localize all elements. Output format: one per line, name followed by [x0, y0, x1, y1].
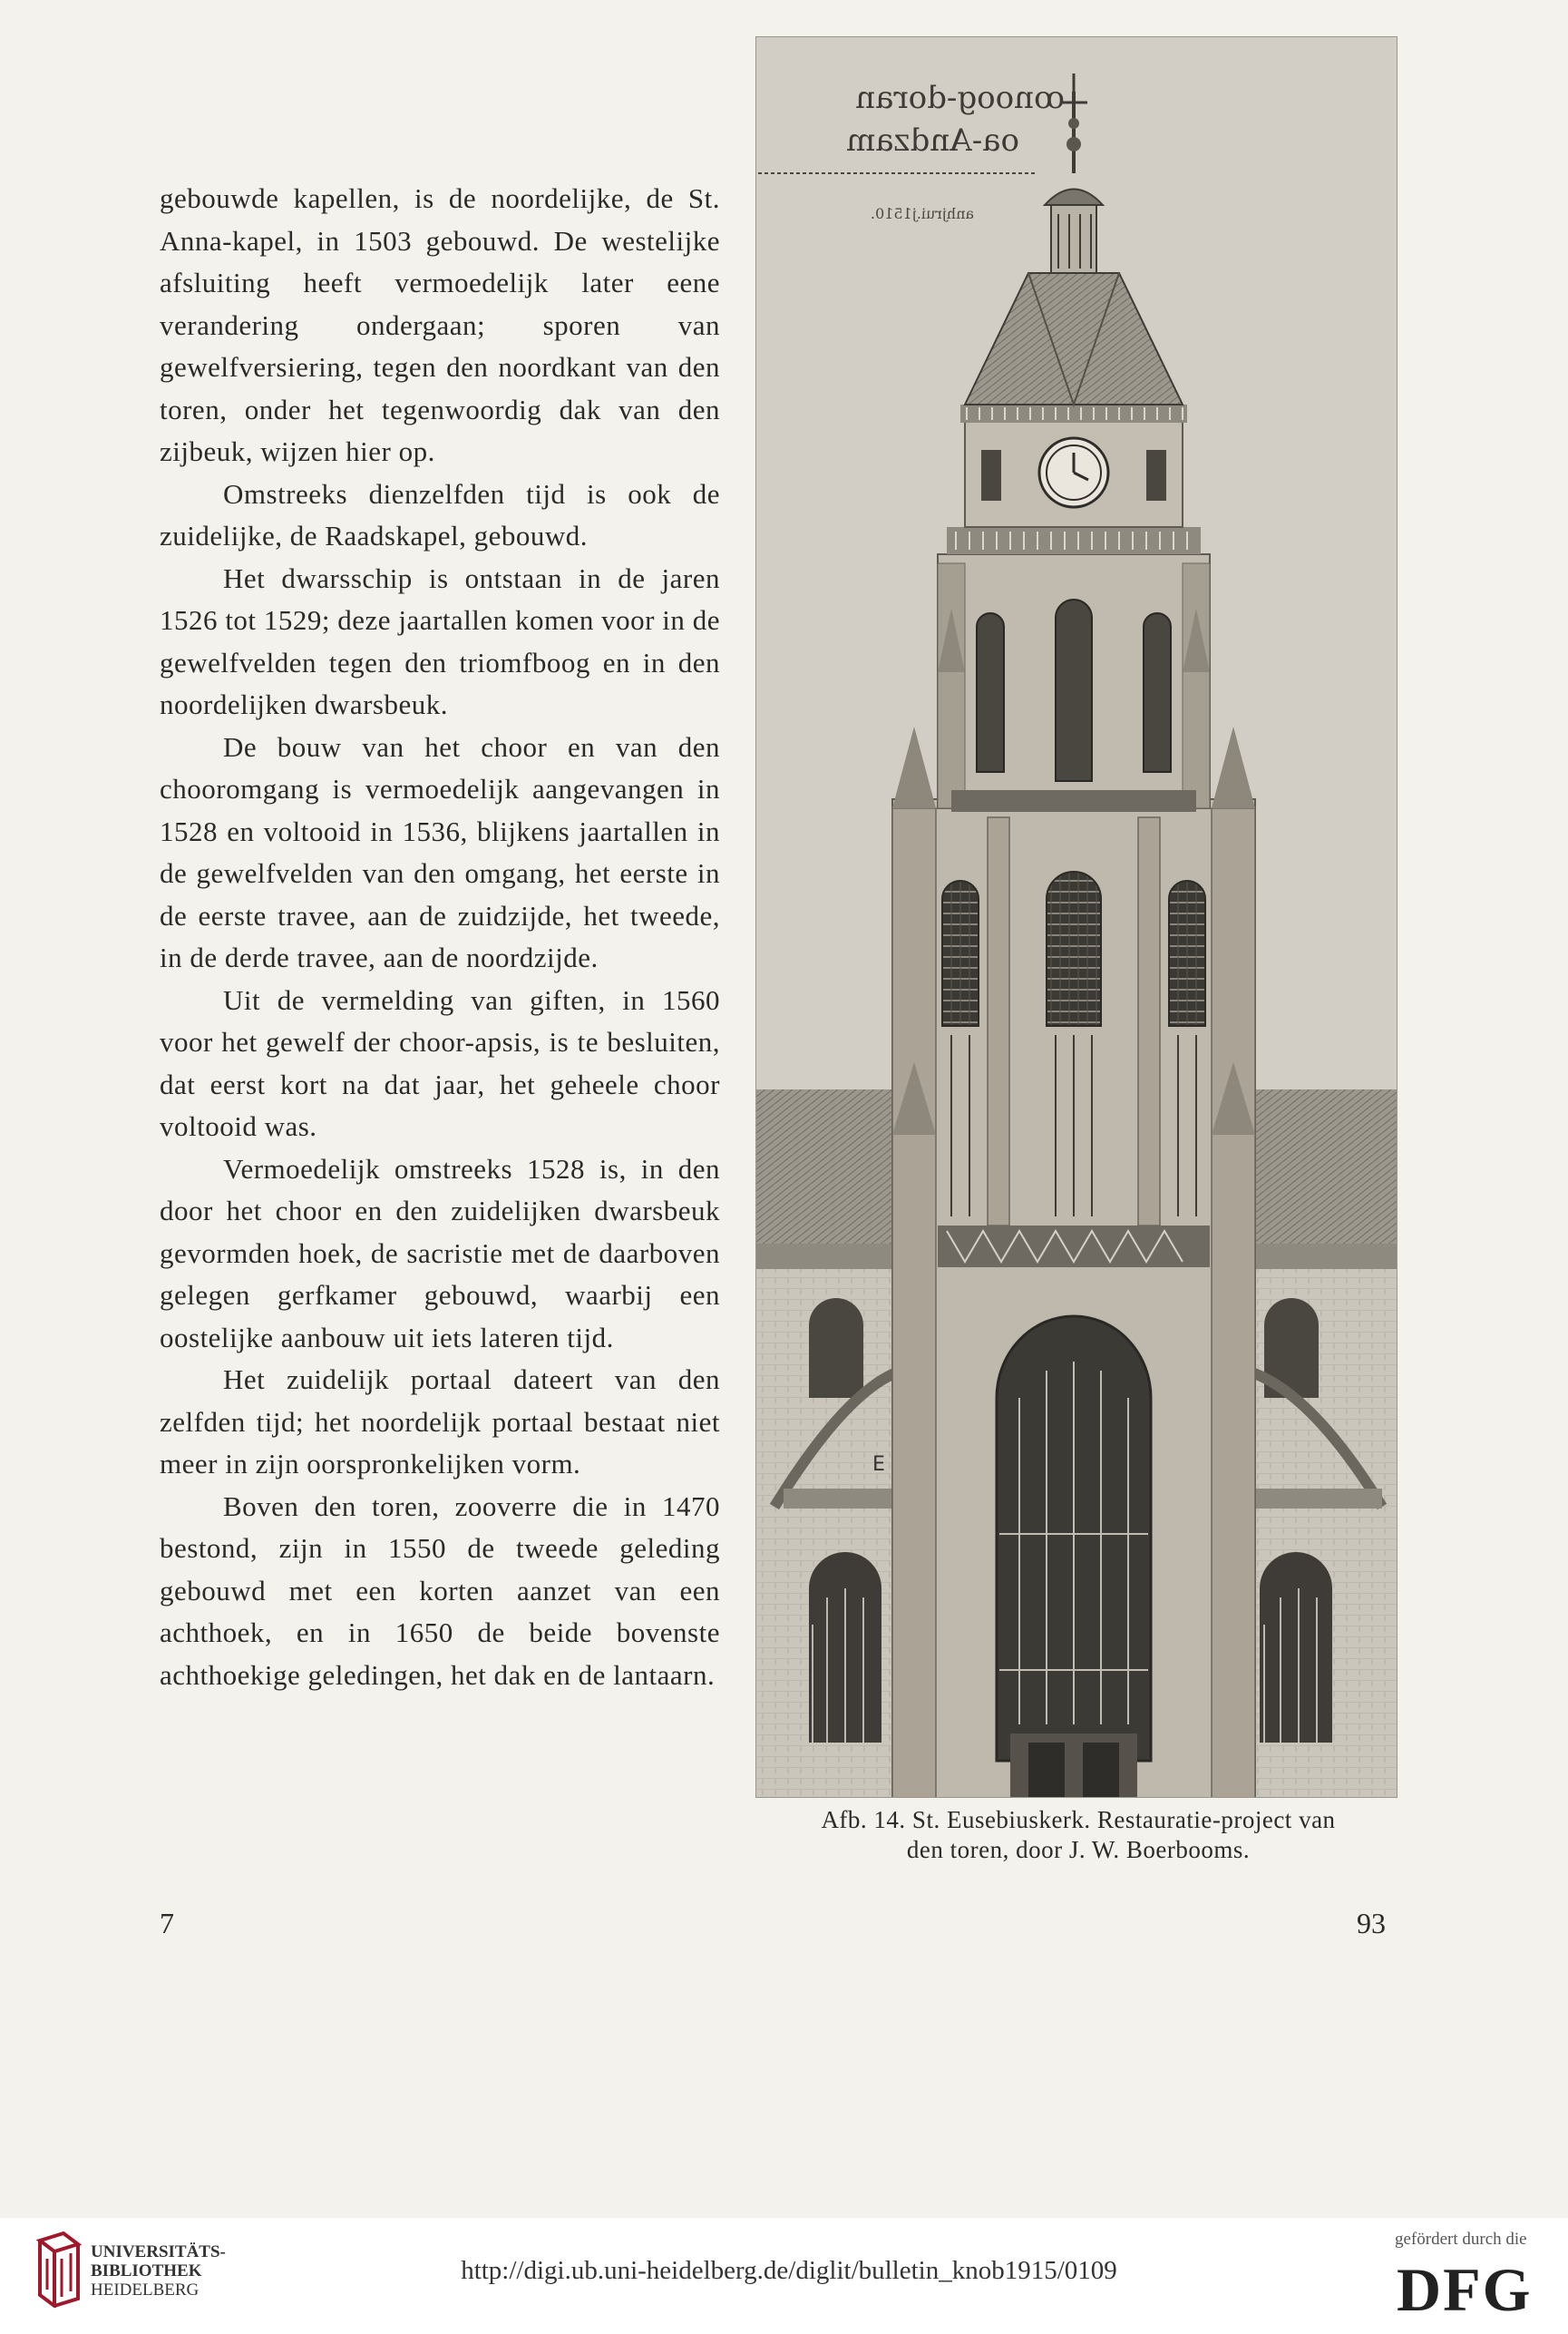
- paragraph: Uit de vermelding van giften, in 1560 voor het gewelf der choor-apsis, is te besluiten, dat eerst kort na dat jaar, het geheele choor voltooid was.: [160, 983, 720, 1142]
- library-name[interactable]: [91, 2242, 226, 2300]
- caption-line: Afb. 14. St. Eusebiuskerk. Restauratie-project van: [821, 1806, 1336, 1833]
- signature-number: 7: [160, 1907, 174, 1939]
- paragraph: gebouwde kapellen, is de noordelijke, de St. Anna-kapel, in 1503 gebouwd. De westelijke afsluiting heeft vermoedelijk later eene verandering ondergaan; sporen van gewelfversiering, tegen den noordkant van den toren, onder het tegenwoordig dak van den zijbeuk, wijzen hier op.: [160, 182, 720, 467]
- library-logo-icon[interactable]: [36, 2231, 82, 2308]
- paragraph: De bouw van het choor en van den chooromgang is vermoedelijk aangevangen in 1528 en voltooid in 1536, blijkens jaartallen in de gewelfvelden van den omgang, het eerste in de eerste travee, aan de zuidzijde, het tweede, in de derde travee, aan de noordzijde.: [160, 730, 720, 973]
- paragraph: Omstreeks dienzelfden tijd is ook de zuidelijke, de Raadskapel, gebouwd.: [160, 477, 720, 552]
- paragraph: Het zuidelijk portaal dateert van den zelfden tijd; het noordelijk portaal bestaat niet meer in zijn oorspronkelijken vorm.: [160, 1363, 720, 1480]
- library-name-line: UNIVERSITÄTS-: [91, 2242, 226, 2261]
- paragraph: Boven den toren, zooverre die in 1470 bestond, zijn in 1550 de tweede geleding gebouwd met een korten aanzet van een achthoek, en in 1650 de beide bovenste achthoekige geledingen, het dak en de lantaarn.: [160, 1489, 720, 1691]
- drawing-inscription: anhjrui.j1510.: [870, 205, 974, 222]
- drawing-inscription: oa-Andzam: [846, 122, 1019, 159]
- caption-line: den toren, door J. W. Boerbooms.: [906, 1836, 1251, 1863]
- library-name-line: BIBLIOTHEK: [91, 2261, 202, 2280]
- paragraph: Het dwarsschip is ontstaan in de jaren 1526 tot 1529; deze jaartallen komen voor in de gewelfvelden tegen den triomfboog en in den noordelijken dwarsbeuk.: [160, 562, 720, 720]
- dfg-logo[interactable]: DFG: [1397, 2255, 1533, 2324]
- figure-caption: [751, 1805, 1406, 1865]
- drawing-inscription: ꝏnoog-doran: [855, 80, 1065, 116]
- funded-by-label: gefördert durch die: [1395, 2230, 1527, 2249]
- body-text-column: [160, 178, 720, 1696]
- library-name-line: HEIDELBERG: [91, 2280, 200, 2300]
- paragraph: Vermoedelijk omstreeks 1528 is, in den door het choor en den zuidelijken dwarsbeuk gevormden hoek, de sacristie met de daarboven gelegen gerfkamer gebouwd, waarbij een oostelijke aanbouw uit iets lateren tijd.: [160, 1152, 720, 1353]
- page-number: 93: [1357, 1907, 1386, 1939]
- drawing-letter: E: [872, 1453, 885, 1476]
- tower-elevation-drawing: [755, 36, 1398, 1798]
- permalink-url[interactable]: http://digi.ub.uni-heidelberg.de/diglit/bulletin_knob1915/0109: [461, 2256, 1117, 2285]
